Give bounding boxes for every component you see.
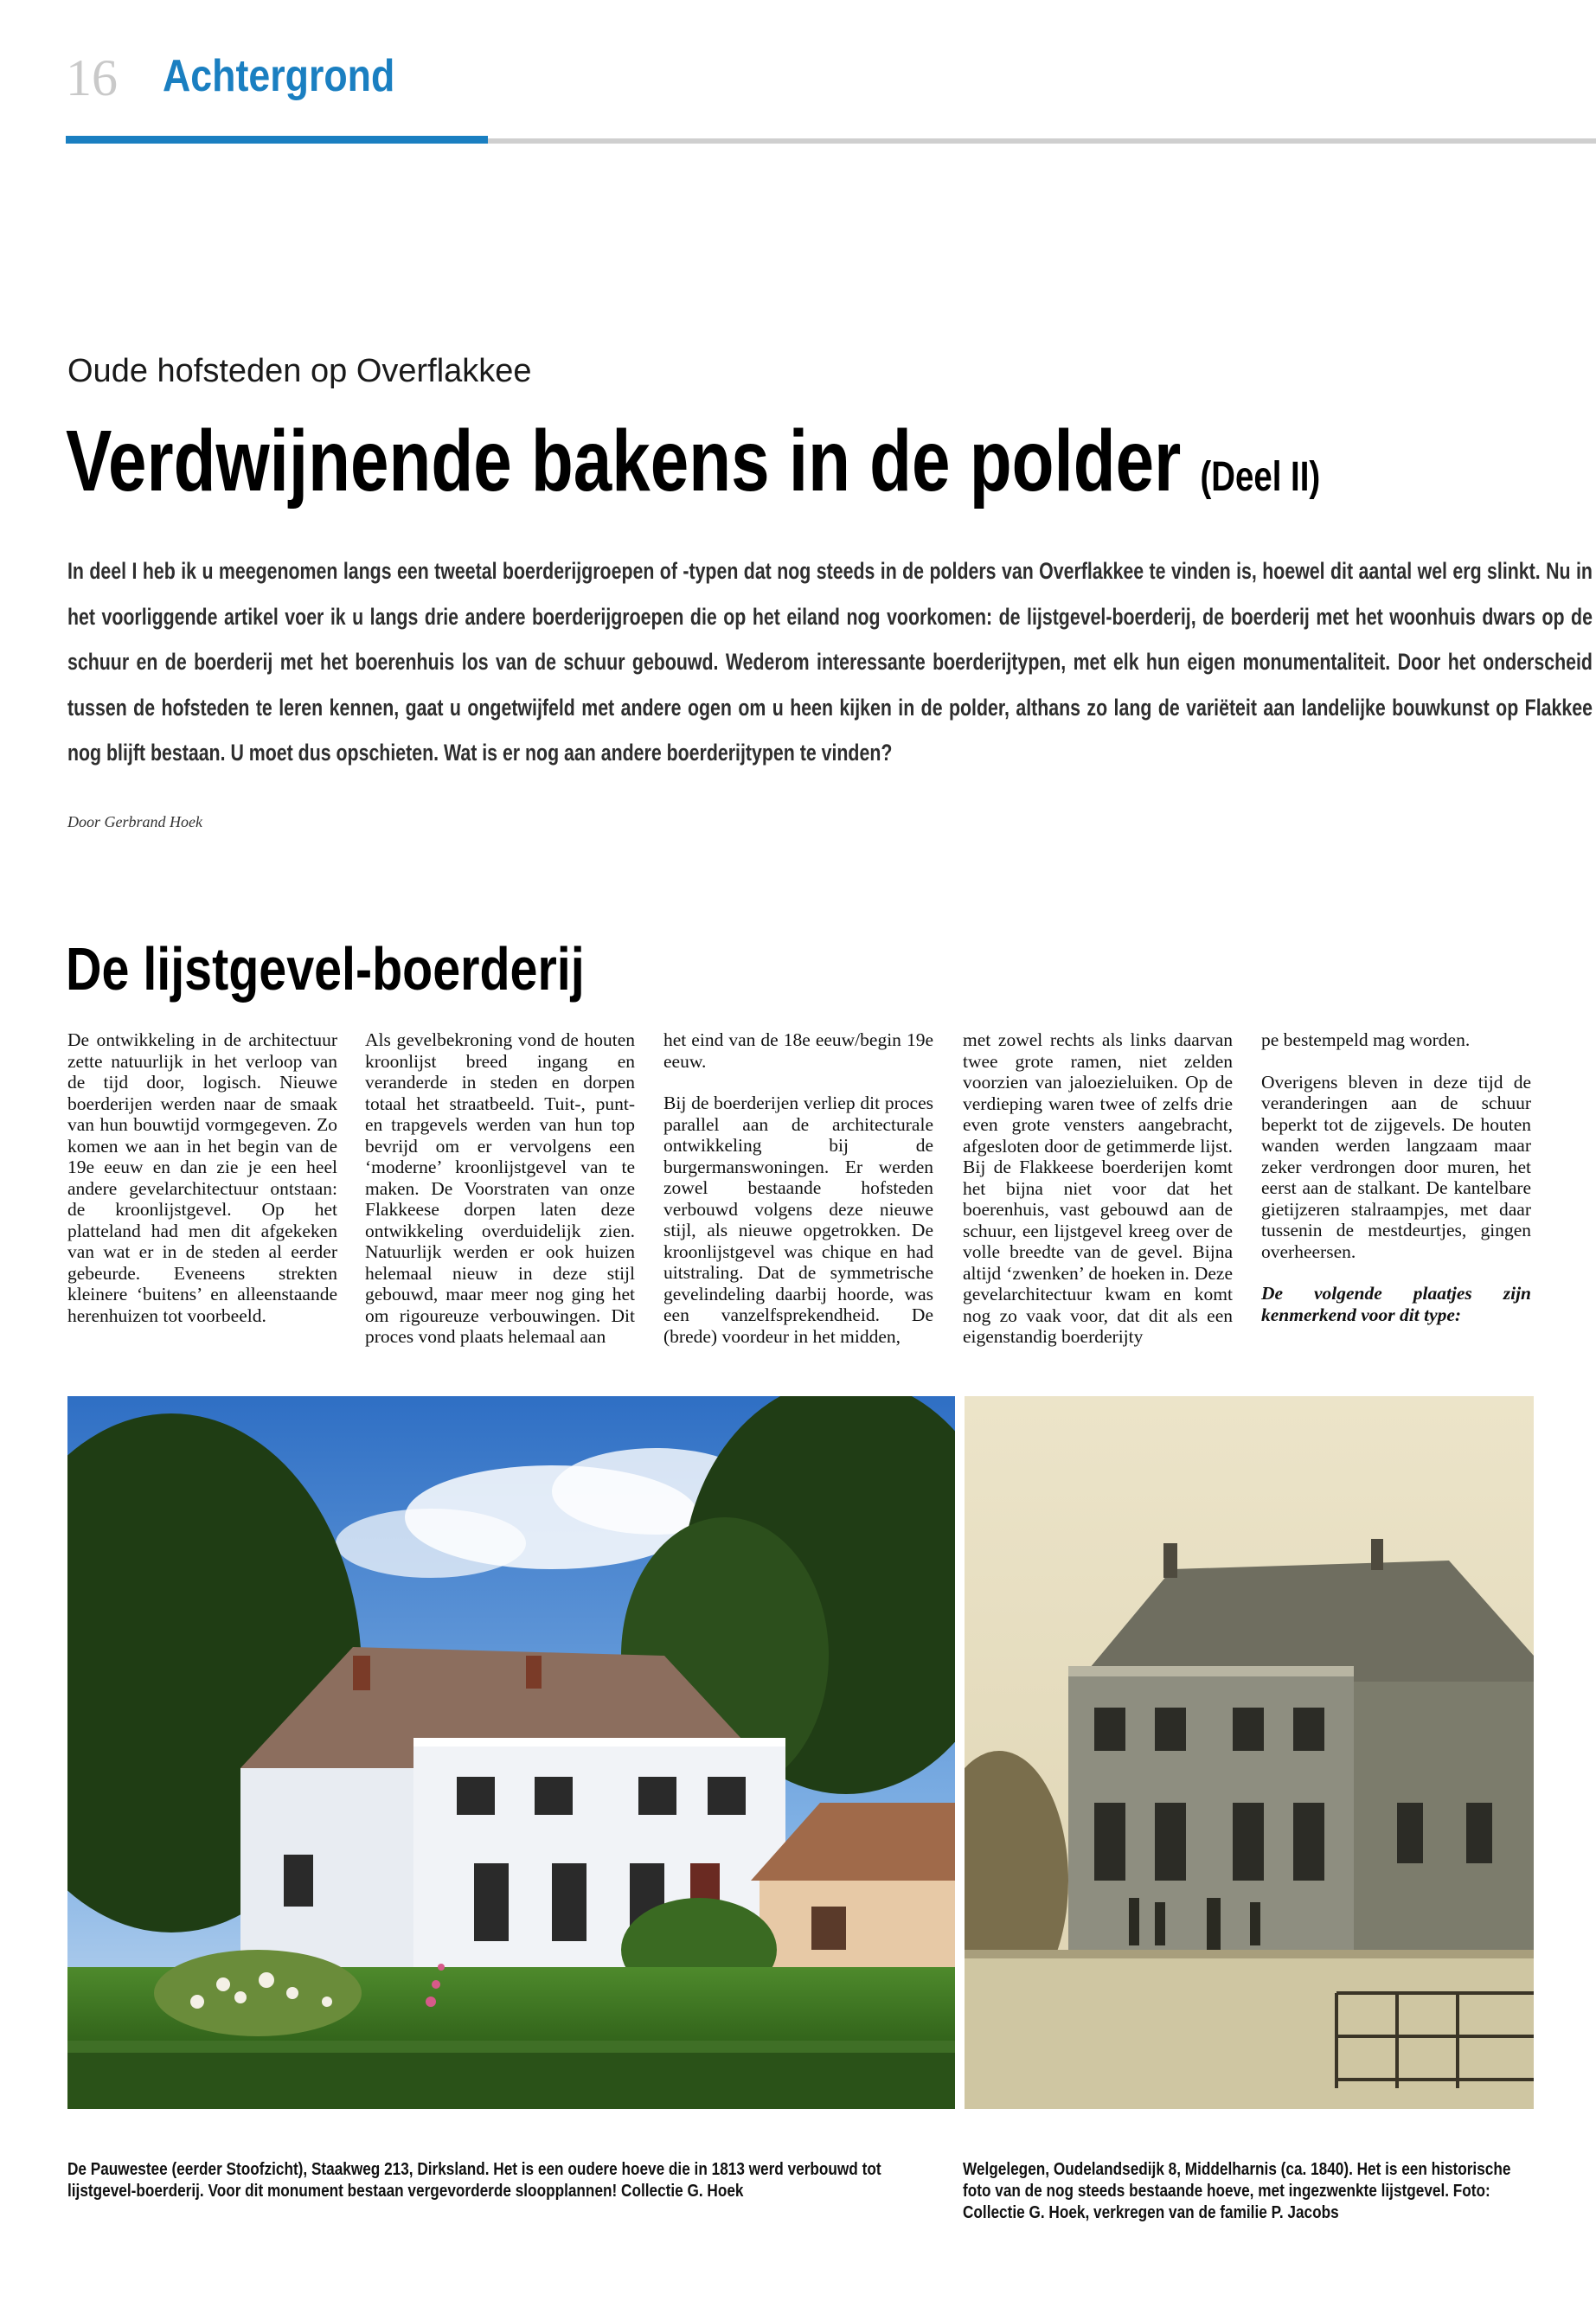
text-column-4: [963, 1029, 1233, 1368]
photo-caption-left: De Pauwestee (eerder Stoofzicht), Staakweg 213, Dirksland. Het is een oudere hoeve die in 1813 werd verbouwd tot lijstgevel-boerderij. Voor dit monument bestaan vergevorderde sloopplannen! Collectie G. Hoek: [67, 2160, 881, 2201]
photo-welgelegen-image: [965, 1396, 1534, 2109]
text-column-2: [365, 1029, 635, 1368]
article-title-text: Verdwijnende bakens in de polder: [66, 413, 1182, 510]
paragraph: het eind van de 18e eeuw/begin 19e eeuw.: [663, 1029, 933, 1072]
paragraph: Als gevelbekroning vond de houten kroonlijst breed ingang en veranderde in steden en dorpen totaal het straatbeeld. Tuit-, punt- en trapgevels werden van hun top bevrijd om er vervolgens een ‘moderne’ kroonlijstgevel van te maken. De Voorstraten van onze Flakkeese dorpen laten deze ontwikkeling overduidelijk zien. Natuurlijk werden er ook huizen helemaal nieuw in deze stijl gebouwd, maar meer nog ging het om rigoureuze verbouwingen. Dit proces vond plaats helemaal aan: [365, 1029, 635, 1347]
article-kicker: Oude hofsteden op Overflakkee: [67, 353, 532, 389]
text-column-1: [67, 1029, 337, 1347]
article-title: [66, 413, 1320, 509]
photo-pauwestee: [67, 1396, 955, 2109]
page-number: 16: [66, 49, 118, 106]
paragraph: met zowel rechts als links daarvan twee grote ramen, niet zelden voorzien van jaloezieluiken. Op de verdieping waren twee of zelfs drie even grote vensters aangebracht, afgesloten door de getimmerde lijst. Bij de Flakkeese boerderijen komt het bijna niet voor dat het boerenhuis, vast gebouwd aan de schuur, een lijstgevel kreeg over de volle breedte van de gevel. Bijna altijd ‘zwenken’ de hoeken in. Deze gevelarchitectuur kwam en komt nog zo vaak voor, dat dit als een eigenstandig boerderijty: [963, 1029, 1233, 1347]
text-column-5: [1261, 1029, 1531, 1346]
paragraph: Bij de boerderijen verliep dit proces parallel aan de architecturale ontwikkeling bij de burgermanswoningen. Er werden zowel bestaande hofsteden verbouwd volgens deze nieuwe stijl, als nieuwe opgetrokken. De kroonlijstgevel was chique en had uitstraling. Dat de symmetrische gevelindeling daarbij hoorde, was een vanzelfsprekendheid. De (brede) voordeur in het midden,: [663, 1093, 933, 1347]
section-heading: De lijstgevel-boerderij: [66, 935, 585, 1003]
header-rule: [488, 138, 1596, 144]
paragraph: pe bestempeld mag worden.: [1261, 1029, 1471, 1050]
byline: Door Gerbrand Hoek: [67, 813, 202, 830]
photo-caption-right: Welgelegen, Oudelandsedijk 8, Middelharnis (ca. 1840). Het is een historische foto van de nog steeds bestaande hoeve, met ingezwenkte lijstgevel. Foto: Collectie G. Hoek, verkregen van de familie P. Jacobs: [963, 2160, 1511, 2222]
paragraph: De ontwikkeling in de architectuur zette natuurlijk in het verloop van de tijd door, logisch. Nieuwe boerderijen werden naar de smaak van hun bouwtijd vormgegeven. Zo komen we aan in het begin van de 19e eeuw en dan zie je een heel andere gevelarchitectuur ontstaan: de kroonlijstgevel. Op het platteland had men dit afgekeken van wat er in de steden al eerder gebeurde. Eveneens strekten kleinere ‘buitens’ en alleenstaande herenhuizen tot voorbeeld.: [67, 1029, 337, 1326]
article-intro: In deel I heb ik u meegenomen langs een tweetal boerderijgroepen of -typen dat nog steeds in de polders van Overflakkee te vinden is, hoewel dit aantal wel erg slinkt. Nu in het voorliggende artikel voer ik u langs drie andere boerderijgroepen die op het eiland nog voorkomen: de lijstgevel-boerderij, de boerderij met het woonhuis dwars op de schuur en de boerderij met het boerenhuis los van de schuur gebouwd. Wederom interessante boerderijtypen, met elk hun eigen monumentaliteit. Door het onderscheid tussen de hofsteden te leren kennen, gaat u ongetwijfeld met andere ogen om u heen kijken in de polder, althans zo lang de variëteit aan landelijke bouwkunst op Flakkee nog blijft bestaan. U moet dus opschieten. Wat is er nog aan andere boerderijtypen te vinden?: [67, 558, 1593, 766]
header-rule-accent: [66, 136, 488, 144]
paragraph: Overigens bleven in deze tijd de veranderingen aan de schuur beperkt tot de zijgevels. De houten wanden werden langzaam maar zeker verdrongen door muren, het eerst aan de stalkant. De kantelbare gietijzeren stalraampjes, met daar tussenin de mestdeurtjes, gingen overheersen.: [1261, 1071, 1531, 1262]
paragraph-emphasis: De volgende plaatjes zijn kenmerkend voor dit type:: [1261, 1283, 1531, 1325]
photo-welgelegen: [965, 1396, 1534, 2109]
photo-pauwestee-image: [67, 1396, 955, 2109]
text-column-3: [663, 1029, 933, 1368]
section-title: Achtergrond: [163, 51, 395, 101]
article-title-part: (Deel II): [1200, 454, 1321, 500]
